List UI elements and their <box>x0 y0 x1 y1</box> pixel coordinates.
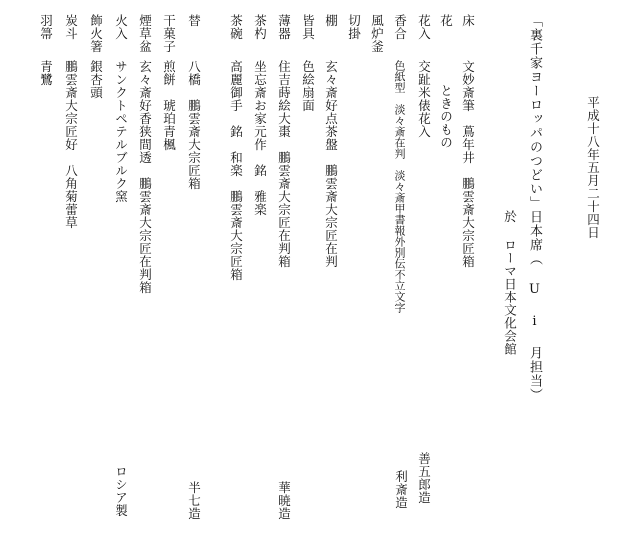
text-habouki: 青鷺 <box>38 60 54 86</box>
date: 平成十八年五月二十四日 <box>585 96 601 239</box>
text-tabako: 玄々斎好香狭間透 鵬雲斎大宗匠在判箱 <box>137 60 153 294</box>
attribution-kogo: 利斎造 <box>393 470 409 509</box>
label-hanaire: 花入 <box>416 14 432 40</box>
label-kogo: 香合 <box>392 14 408 40</box>
label-furo: 風炉釜 <box>369 14 385 53</box>
attribution-hiire: ロシア製 <box>113 465 129 517</box>
text-futaoki: 八橋 鵬雲斎大宗匠箱 <box>186 60 202 190</box>
text-usuki: 住吉蒔絵大棗 鵬雲斎大宗匠在判箱 <box>276 60 292 268</box>
text-toko: 文妙斎筆 蔦年井 鵬雲斎大宗匠箱 <box>460 60 476 268</box>
attribution-hanaire: 善五郎造 <box>416 452 432 504</box>
label-chashaku: 茶杓 <box>252 14 268 40</box>
text-kogo: 色紙型 淡々斎在判 淡々斎甲書報外別伝不立文字 <box>393 60 406 313</box>
label-hiire: 火入 <box>113 14 129 40</box>
label-toko: 床 <box>460 14 476 27</box>
label-kiribori: 切掛 <box>346 14 362 40</box>
label-sumitori: 炭斗 <box>63 14 79 40</box>
label-chawan: 茶碗 <box>228 14 244 40</box>
label-futaoki: 替 <box>186 14 202 27</box>
label-hibashi: 飾火箸 <box>88 14 104 53</box>
text-hana: ときのもの <box>438 84 454 149</box>
text-hibashi: 銀杏頭 <box>88 60 104 99</box>
label-kashi: 干菓子 <box>161 14 177 53</box>
text-hiire: サンクトペテルブルク窯 <box>113 60 129 203</box>
attribution-futaoki: 半七造 <box>186 481 202 520</box>
text-tana: 玄々斎好点茶盤 鵬雲斎大宗匠在判 <box>323 60 339 268</box>
label-habouki: 羽箒 <box>38 14 54 40</box>
event-title: 「裏千家ヨーロッパのつどい」日本席（ U i 月担当） <box>527 14 542 402</box>
text-sumitori: 鵬雲斎大宗匠好 八角菊蕾草 <box>63 60 79 229</box>
text-kashi: 煎餅 琥珀青楓 <box>161 60 177 151</box>
label-tabako: 煙草盆 <box>137 14 153 53</box>
venue: 於 ローマ日本文化会館 <box>502 210 518 356</box>
label-tana: 棚 <box>323 14 339 27</box>
label-usuki: 薄器 <box>276 14 292 40</box>
text-mizusashi: 色絵扇面 <box>300 60 316 112</box>
text-chawan: 高麗御手 銘 和楽 鵬雲斎大宗匠箱 <box>228 60 244 281</box>
text-chashaku: 坐忘斎お家元作 銘 雅楽 <box>252 60 268 216</box>
attribution-usuki: 華暁造 <box>276 481 292 520</box>
label-hana: 花 <box>438 14 454 27</box>
text-hanaire: 交趾米俵花入 <box>416 60 432 138</box>
label-mizusashi: 皆具 <box>300 14 316 40</box>
